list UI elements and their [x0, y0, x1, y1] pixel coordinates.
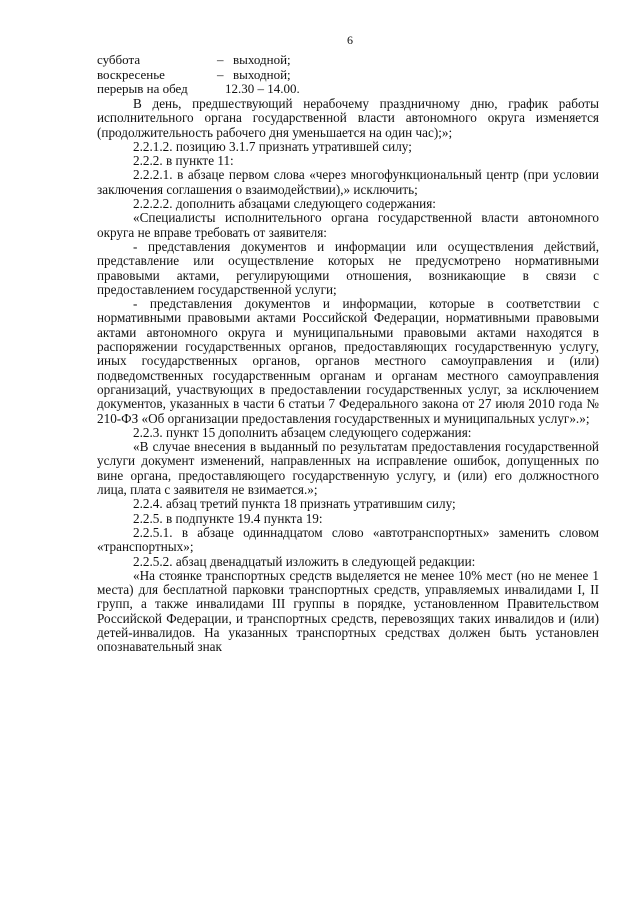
paragraph-2-2-5-2: 2.2.5.2. абзац двенадцатый изложить в следующей редакции: — [133, 553, 476, 569]
schedule-value: выходной; — [233, 52, 291, 67]
schedule-day: суббота — [97, 52, 141, 67]
paragraph-2-2-5-1: 2.2.5.1. в абзаце одиннадцатом слово «автотранспортных» заменить словом «транспортных»; — [97, 524, 599, 555]
schedule-dash: – — [217, 66, 224, 82]
schedule-value: 12.30 – 14.00. — [225, 81, 300, 96]
paragraph-2-2-2: 2.2.2. в пункте 11: — [133, 153, 234, 169]
paragraph-2-2-1-2: 2.2.1.2. позицию 3.1.7 признать утратившей силу; — [133, 138, 412, 154]
paragraph-parking: «На стоянке транспортных средств выделяется не менее 10% мест (но не менее 1 места) для бесплатной парковки транспортных средств, управляемых инвалидами I, II групп, а также инвалидами III группы в порядке, установленном Правительством Российской Федерации, и транспортных средств, перевозящих таких инвалидов и (или) детей-инвалидов. На указанных транспортных средствах должен быть установлен опознавательный знак — [97, 567, 599, 655]
paragraph-specialists: «Специалисты исполнительного органа государственной власти автономного округа не вправе требовать от заявителя: — [97, 210, 599, 240]
paragraph-2-2-2-1: 2.2.2.1. в абзаце первом слова «через многофункциональный центр (при условии заключения соглашения о взаимодействии),» исключить; — [97, 167, 599, 197]
page-number: 6 — [347, 33, 353, 47]
paragraph-2-2-3: 2.2.3. пункт 15 дополнить абзацем следующего содержания: — [133, 424, 472, 440]
document-body — [97, 97, 599, 655]
schedule-day: воскресенье — [97, 66, 165, 82]
paragraph-holiday-schedule: В день, предшествующий нерабочему праздничному дню, график работы исполнительного органа государственной власти автономного округа изменяется (продолжительность рабочего дня уменьшается на один час);»; — [97, 96, 599, 140]
paragraph-list-item-2: - представления документов и информации, которые в соответствии с нормативными правовыми актами Российской Федерации, нормативными правовыми актами автономного округа и муниципальными правовыми актами находятся в распоряжении государственных органов, предоставляющих государственную услугу, иных государственных органов, органов местного самоуправления и (или) подведомственных государственным органам и органам местного самоуправления организаций, участвующих в предоставлении государственных услуг, за исключением документов, указанных в части 6 статьи 7 Федерального закона от 27 июля 2010 года № 210-ФЗ «Об организации предоставления государственных и муниципальных услуг».»; — [97, 296, 599, 426]
paragraph-2-2-2-2: 2.2.2.2. дополнить абзацами следующего содержания: — [133, 196, 436, 212]
schedule-day: перерыв на обед — [97, 81, 188, 96]
paragraph-2-2-5: 2.2.5. в подпункте 19.4 пункта 19: — [133, 510, 323, 526]
paragraph-corrections: «В случае внесения в выданный по результатам предоставления государственной услуги документ изменений, направленных на исправление ошибок, допущенных по вине органа, предоставляющего государственную услугу, и (или) его должностного лица, плата с заявителя не взимается.»; — [97, 439, 599, 498]
paragraph-2-2-4: 2.2.4. абзац третий пункта 18 признать утратившим силу; — [133, 496, 456, 512]
schedule-dash: – — [217, 52, 224, 67]
paragraph-list-item-1: - представления документов и информации или осуществления действий, представление или осуществление которых не предусмотрено нормативными правовыми актами, регулирующими отношения, возникающие в связи с предоставлением государственной услуги; — [97, 238, 599, 297]
schedule-value: выходной; — [233, 66, 291, 82]
